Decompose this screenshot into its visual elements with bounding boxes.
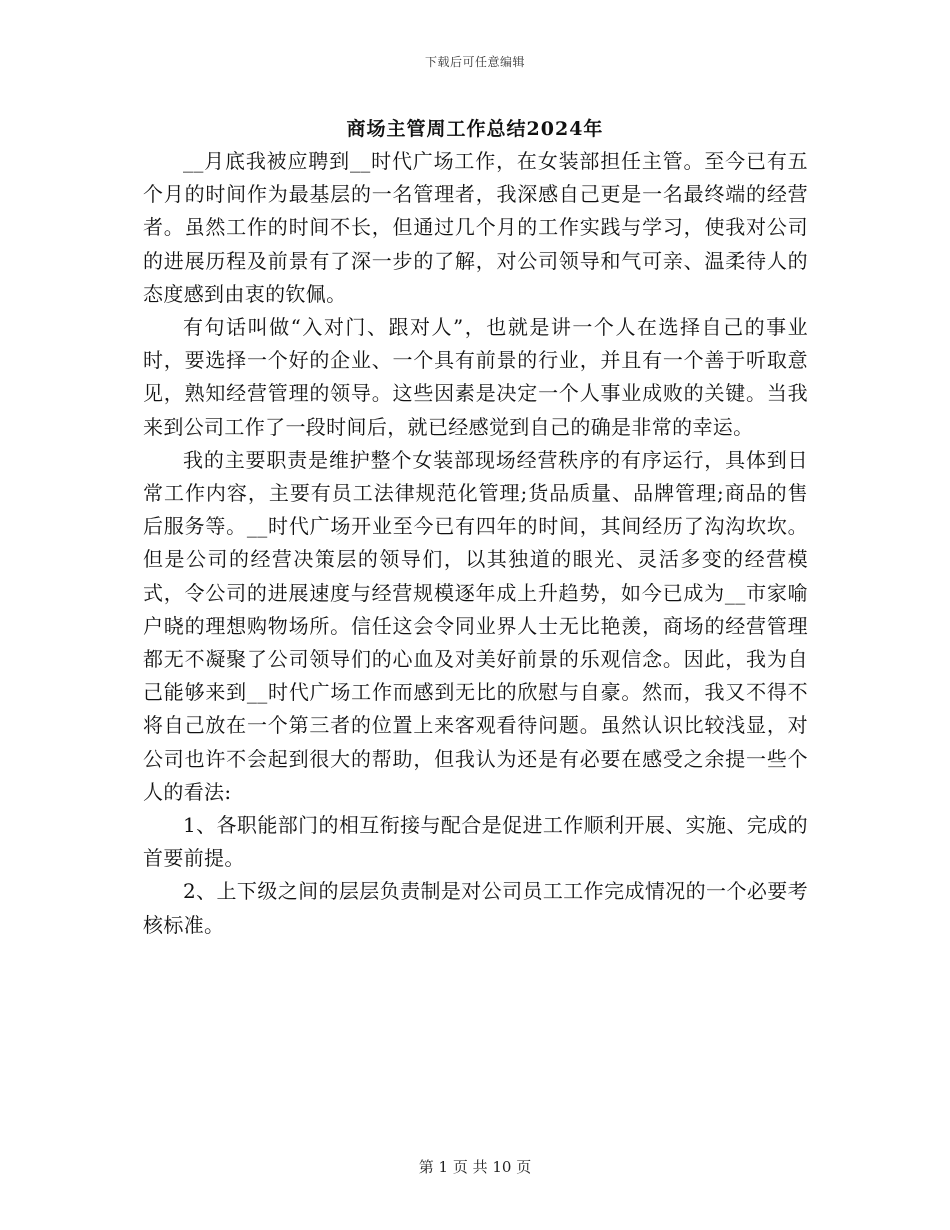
document-body (143, 145, 808, 942)
paragraph: 2、上下级之间的层层负责制是对公司员工工作完成情况的一个必要考核标准。 (143, 879, 808, 937)
page-number-footer: 第 1 页 共 10 页 (418, 1158, 532, 1176)
paragraph: 我的主要职责是维护整个女装部现场经营秩序的有序运行，具体到日常工作内容，主要有员工法律规范化管理;货品质量、品牌管理;商品的售后服务等。__时代广场开业至今已有四年的时间，其间经历了沟沟坎坎。但是公司的经营决策层的领导们，以其独道的眼光、灵活多变的经营模式，令公司的进展速度与经营规模逐年成上升趋势，如今已成为__市家喻户晓的理想购物场所。信任这会令同业界人士无比艳羡，商场的经营管理都无不凝聚了公司领导们的心血及对美好前景的乐观信念。因此，我为自己能够来到__时代广场工作而感到无比的欣慰与自豪。然而，我又不得不将自己放在一个第三者的位置上来客观看待问题。虽然认识比较浅显，对公司也许不会起到很大的帮助，但我认为还是有必要在感受之余提一些个人的看法: (143, 447, 808, 804)
header-note: 下载后可任意编辑 (424, 55, 525, 69)
paragraph: 有句话叫做“入对门、跟对人”，也就是讲一个人在选择自己的事业时，要选择一个好的企业、一个具有前景的行业，并且有一个善于听取意见，熟知经营管理的领导。这些因素是决定一个人事业成败的关键。当我来到公司工作了一段时间后，就已经感觉到自己的确是非常的幸运。 (143, 315, 808, 439)
paragraph: __月底我被应聘到__时代广场工作，在女装部担任主管。至今已有五个月的时间作为最基层的一名管理者，我深感自己更是一名最终端的经营者。虽然工作的时间不长，但通过几个月的工作实践与学习，使我对公司的进展历程及前景有了深一步的了解，对公司领导和气可亲、温柔待人的态度感到由衷的钦佩。 (143, 149, 808, 306)
paragraph: 1、各职能部门的相互衔接与配合是促进工作顺利开展、实施、完成的首要前提。 (143, 813, 808, 871)
document-title: 商场主管周工作总结2024年 (346, 118, 604, 140)
